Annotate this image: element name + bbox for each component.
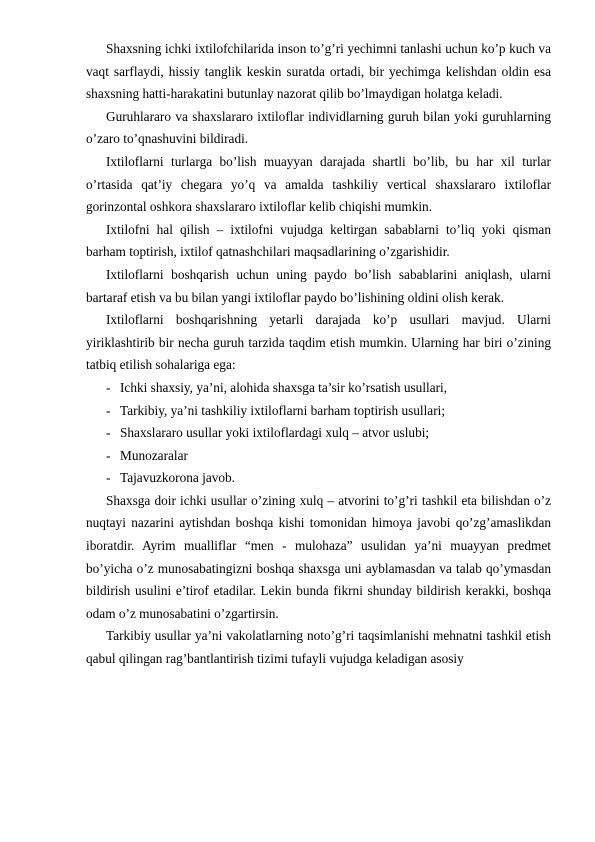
paragraph: Ixtiloflarni boshqarish uchun uning paydo bo’lish sabablarini aniqlash, ularni bartaraf etish va bu bilan yangi ixtiloflar paydo bo’lishining oldini olish kerak. <box>86 266 551 305</box>
paragraph: Ixtiloflarni boshqarishning yetarli darajada ko’p usullari mavjud. Ularni yiriklashtirib bir necha guruh tarzida taqdim etish mumkin. Ularning har biri o’zining tatbiq etilish sohalariga ega: <box>86 312 551 373</box>
list-item <box>106 377 551 400</box>
list-item-text: Munozaralar <box>120 447 188 463</box>
paragraph: Guruhlararo va shaxslararo ixtiloflar individlarning guruh bilan yoki guruhlarning o’zaro to’qnashuvini bildiradi. <box>86 108 551 147</box>
paragraph: Shaxsning ichki ixtilofchilarida inson to’g’ri yechimni tanlashi uchun ko’p kuch va vaqt sarflaydi, hissiy tanglik keskin suratda ortadi, bir yechimga kelishdan oldin esa shaxsning hatti-harakatini butunlay nazorat qilib bo’lmaydigan holatga keladi. <box>86 41 551 102</box>
list-item-text: Tajavuzkorona javob. <box>120 470 236 486</box>
list-item-text: Ichki shaxsiy, ya’ni, alohida shaxsga ta’sir ko’rsatish usullari, <box>120 379 448 395</box>
list-item <box>106 422 551 445</box>
list-item-text: Tarkibiy, ya’ni tashkiliy ixtiloflarni barham toptirish usullari; <box>120 402 446 418</box>
paragraph: Ixtiloflarni turlarga bo’lish muayyan darajada shartli bo’lib, bu har xil turlar o’rtasida qat’iy chegara yo’q va amalda tashkiliy vertical shaxslararo ixtiloflar gorinzontal oshkora shaxslararo ixtiloflar kelib chiqishi mumkin. <box>86 153 551 215</box>
list-marker: - <box>106 402 111 418</box>
paragraph: Shaxsga doir ichki usullar o’zining xulq – atvorini to’g’ri tashkil eta bilishdan o’z nuqtayi nazarini aytishdan boshqa kishi tomonidan himoya javobi qo’zg’amaslikdan iboratdir. Ayrim mualliflar “men - mulohaza” usulidan ya’ni muayyan predmet bo’yicha o’z munosabatingizni boshqa shaxsga uni ayblamasdan va talab qo’ymasdan bildirish usulini e’tirof etadilar. Lekin bunda fikrni shunday bildirish kerakki, boshqa odam o’z munosabatini o’zgartirsin. <box>86 492 551 621</box>
list-item <box>106 400 551 423</box>
list-item-text: Shaxslararo usullar yoki ixtiloflardagi xulq – atvor uslubi; <box>120 425 430 441</box>
list-item <box>106 467 551 490</box>
list-marker: - <box>106 470 111 486</box>
paragraph: Ixtilofni hal qilish – ixtilofni vujudga keltirgan sabablarni to’liq yoki qisman barham toptirish, ixtilof qatnashchilari maqsadlarining o’zgarishidir. <box>86 221 551 260</box>
list-item <box>106 445 551 468</box>
paragraph: Tarkibiy usullar ya’ni vakolatlarning noto’g’ri taqsimlanishi mehnatni tashkil etish qabul qilingan rag’bantlantirish tizimi tufayli vujudga keladigan asosiy <box>86 628 551 667</box>
list-marker: - <box>106 447 111 463</box>
list-marker: - <box>106 379 111 395</box>
methods-list <box>86 377 551 490</box>
document-page <box>86 38 551 671</box>
list-marker: - <box>106 425 111 441</box>
